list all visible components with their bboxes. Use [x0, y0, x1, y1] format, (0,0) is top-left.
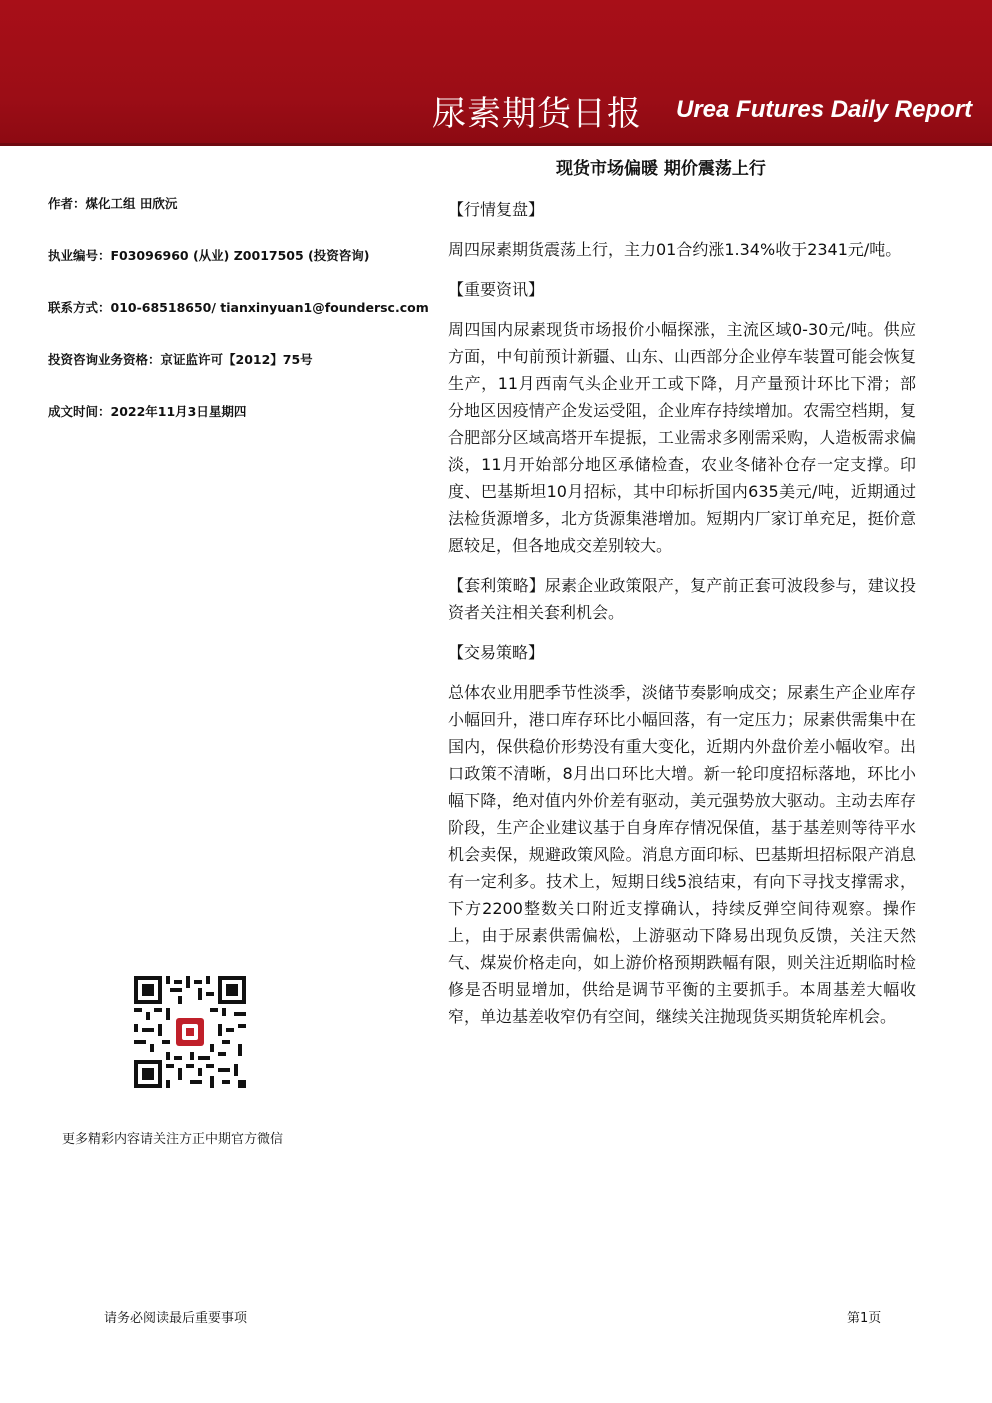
section-body-trading-strategy: 总体农业用肥季节性淡季，淡储节奏影响成交；尿素生产企业库存小幅回升，港口库存环比小幅回落，有一定压力；尿素供需集中在国内，保供稳价形势没有重大变化，近期内外盘价差小幅收窄。出口政策不清晰，8月出口环比大增。新一轮印度招标落地，环比小幅下降，绝对值内外价差有驱动，美元强势放大驱动。主动去库存阶段，生产企业建议基于自身库存情况保值，基于基差则等待平水机会卖保，规避政策风险。消息方面印标、巴基斯坦招标限产消息有一定利多。技术上，短期日线5浪结束，有向下寻找支撑需求，下方2200整数关口附近支撑确认，持续反弹空间待观察。操作上，由于尿素供需偏松，上游驱动下降易出现负反馈，关注天然气、煤炭价格走向，如上游价格预期跌幅有限，则关注近期临时检修是否明显增加，供给是调节平衡的主要抓手。本周基差大幅收窄，单边基差收窄仍有空间，继续关注抛现货买期货轮库机会。	[448, 683, 916, 1026]
section-title-trading-strategy: 【交易策略】	[448, 643, 545, 662]
date-line: 成文时间：2022年11月3日星期四	[48, 404, 247, 419]
section-body-key-news: 周四国内尿素现货市场报价小幅探涨，主流区域0-30元/吨。供应方面，中旬前预计新疆、山东、山西部分企业停车装置可能会恢复生产，11月西南气头企业开工或下降，月产量预计环比下滑；部分地区因疫情产企发运受阻，企业库存持续增加。农需空档期，复合肥部分区域高塔开车提振，工业需求多刚需采购，人造板需求偏淡，11月开始部分地区承储检查，农业冬储补仓存一定支撑。印度、巴基斯坦10月招标，其中印标折国内635美元/吨，近期通过法检货源增多，北方货源集港增加。短期内厂家订单充足，挺价意愿较足，但各地成交差别较大。	[448, 320, 916, 555]
page-number: 第1页	[847, 1311, 882, 1326]
footer-disclaimer-note: 请务必阅读最后重要事项	[104, 1311, 248, 1326]
wechat-qr-code	[134, 976, 246, 1088]
section-title-market-review: 【行情复盘】	[448, 200, 545, 219]
qr-caption: 更多精彩内容请关注方正中期官方微信	[62, 1132, 284, 1147]
report-title-en: Urea Futures Daily Report	[676, 96, 973, 123]
report-headline: 现货市场偏暖 期价震荡上行	[556, 159, 766, 179]
header-divider	[0, 143, 992, 146]
author-line: 作者：煤化工组 田欣沅	[48, 196, 178, 211]
section-body-market-review: 周四尿素期货震荡上行，主力01合约涨1.34%收于2341元/吨。	[448, 240, 902, 259]
report-title-cn: 尿素期货日报	[432, 94, 642, 134]
section-title-key-news: 【重要资讯】	[448, 280, 545, 299]
report-body	[448, 196, 916, 1043]
contact-line: 联系方式：010-68518650/ tianxinyuan1@foundersc.com	[48, 300, 429, 315]
qualification-line: 投资咨询业务资格：京证监许可【2012】75号	[48, 352, 313, 367]
license-line: 执业编号：F03096960 (从业) Z0017505 (投资咨询)	[48, 248, 370, 263]
section-body-arbitrage: 【套利策略】尿素企业政策限产，复产前正套可波段参与，建议投资者关注相关套利机会。	[448, 576, 916, 622]
